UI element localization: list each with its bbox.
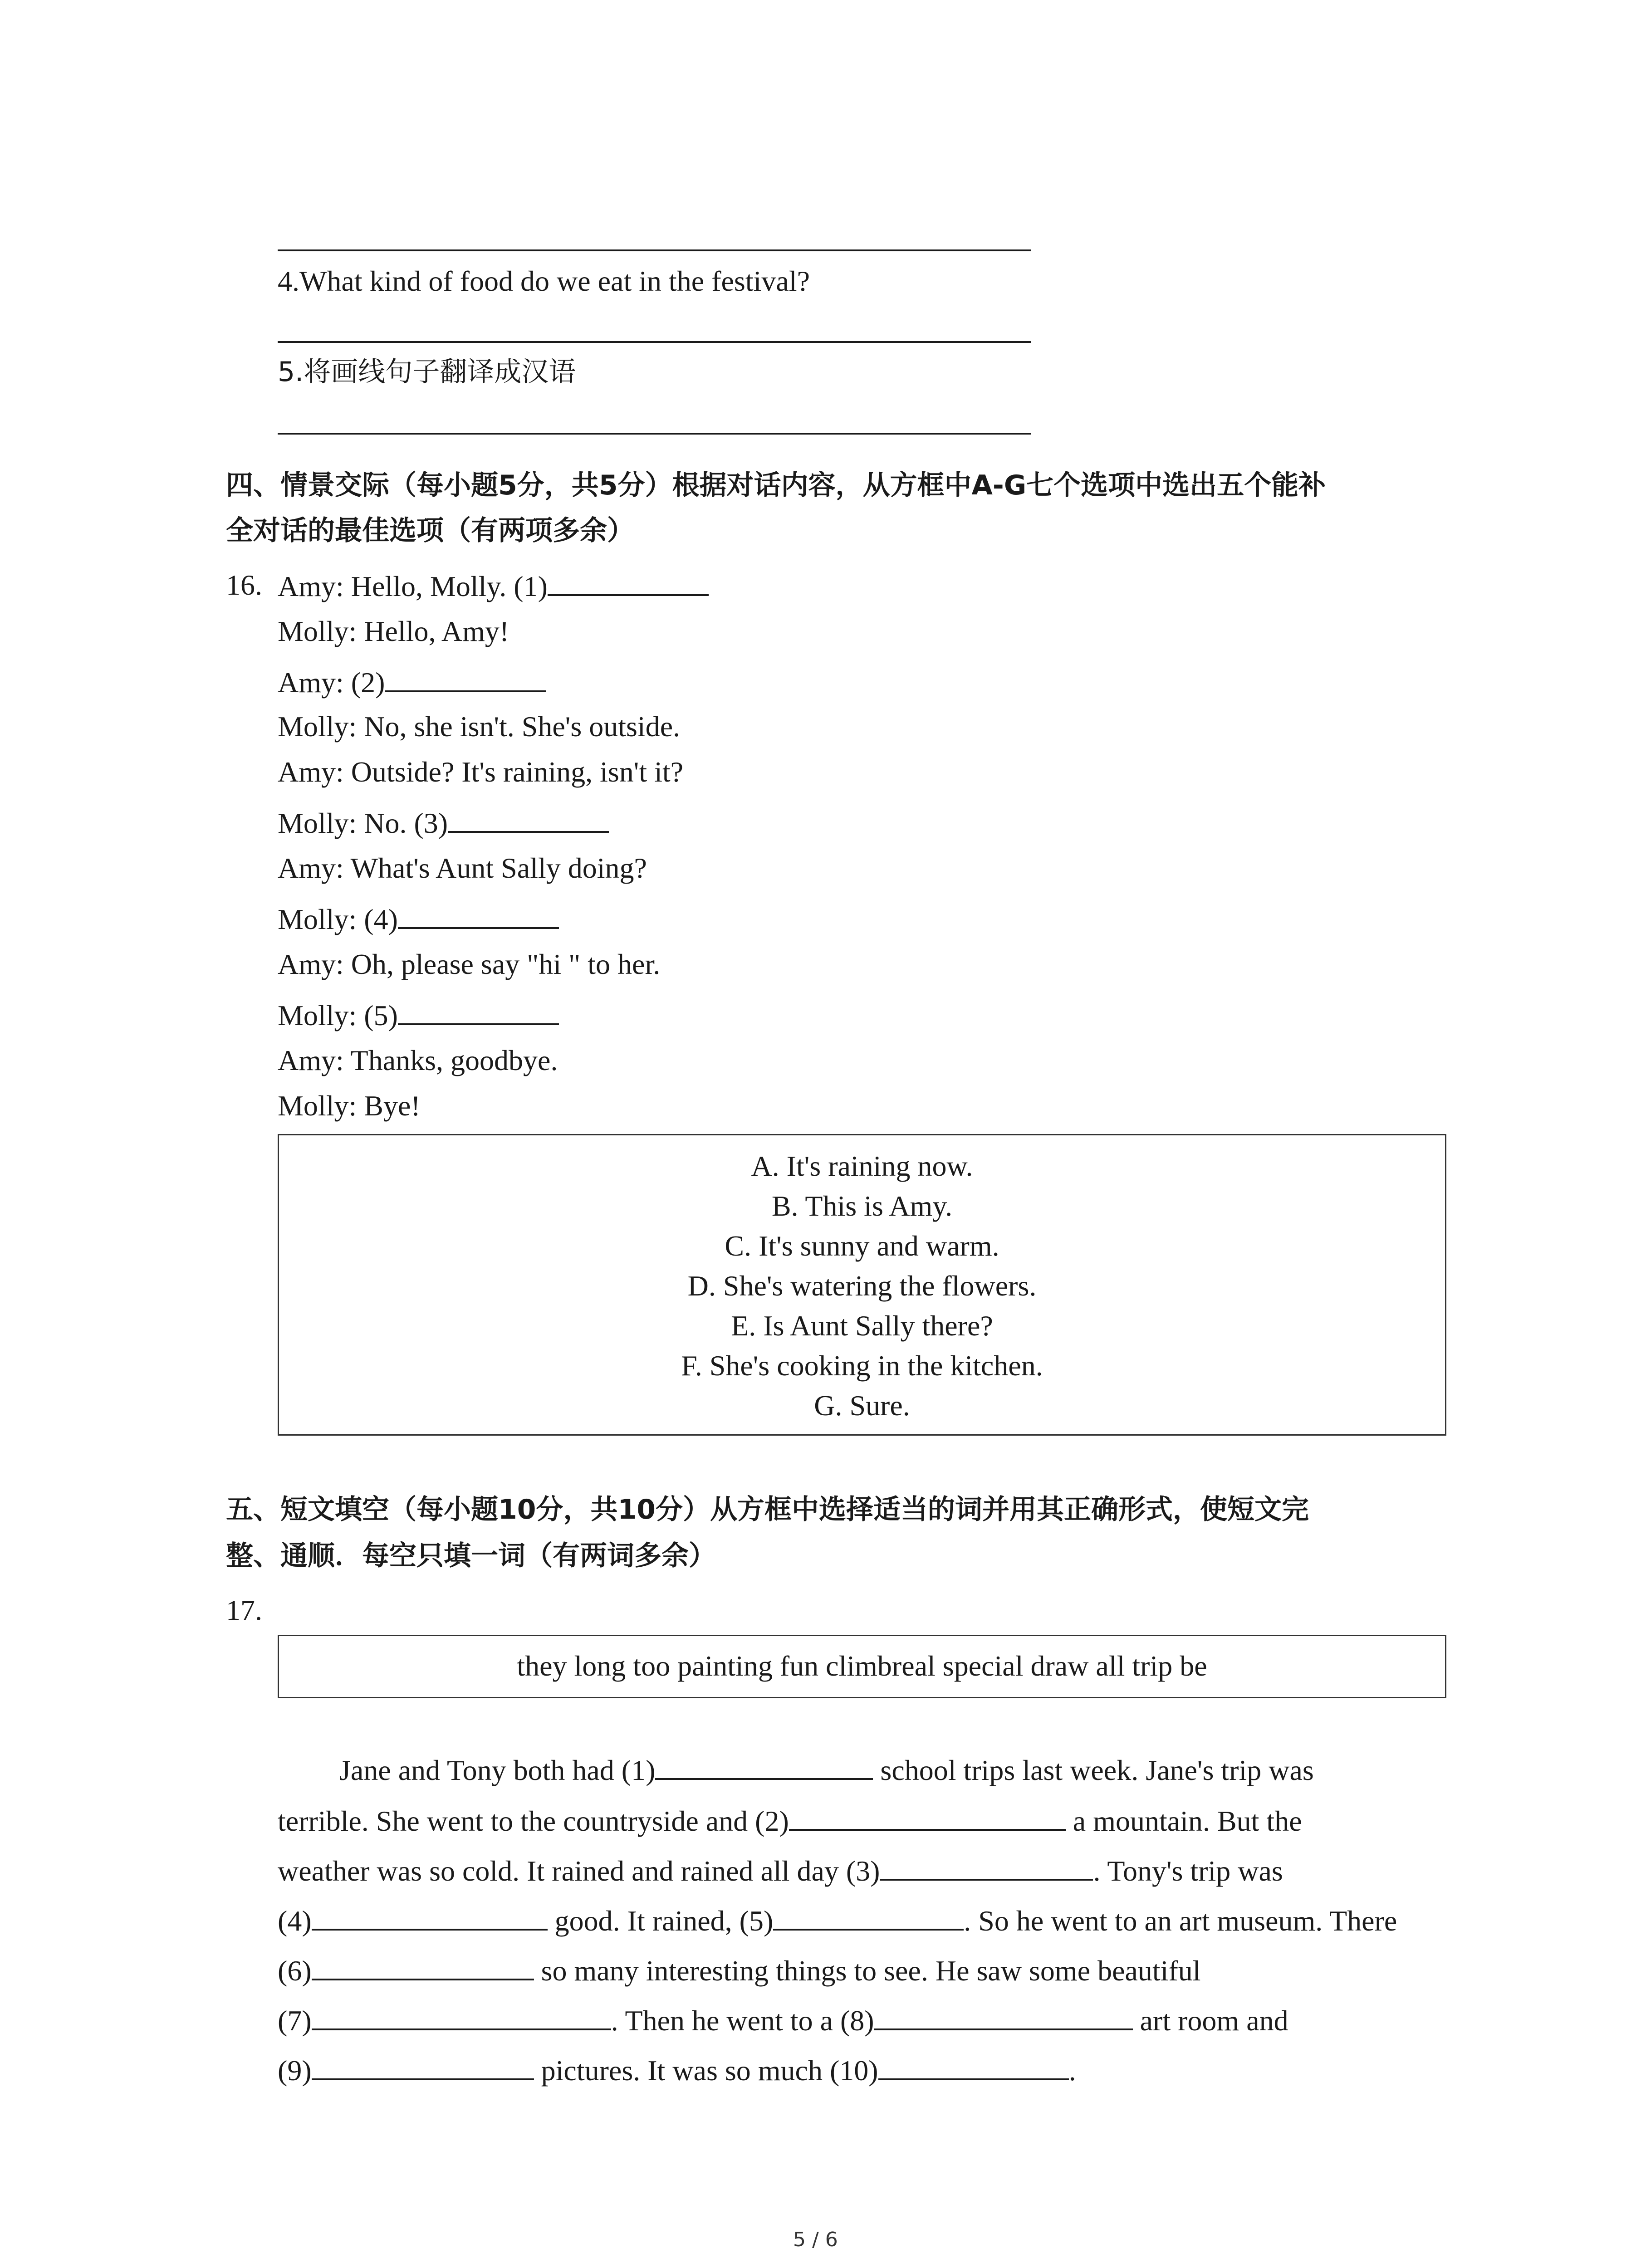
- dialogue-text: Amy: (2): [278, 666, 385, 699]
- passage-line-6: [278, 2001, 1288, 2039]
- dialogue-line-6: [278, 804, 609, 841]
- dialogue-line-12: Molly: Bye!: [278, 1090, 421, 1122]
- passage-text: (9): [278, 2054, 312, 2087]
- blank-3[interactable]: [448, 804, 609, 833]
- dialogue-line-2: Molly: Hello, Amy!: [278, 615, 509, 647]
- blank-p7[interactable]: [312, 2001, 611, 2030]
- passage-line-4: [278, 1901, 1397, 1939]
- blank-4[interactable]: [398, 900, 559, 929]
- option-f: F. She's cooking in the kitchen.: [681, 1349, 1043, 1382]
- blank-p3[interactable]: [880, 1852, 1093, 1881]
- passage-line-2: [278, 1802, 1302, 1839]
- passage-text: .: [1068, 2054, 1076, 2087]
- passage-line-5: [278, 1951, 1201, 1989]
- passage-text: good. It rained, (5): [547, 1905, 774, 1937]
- dialogue-text: Molly: (4): [278, 903, 398, 935]
- passage-line-1: [339, 1751, 1314, 1789]
- blank-5[interactable]: [398, 996, 559, 1025]
- blank-p2[interactable]: [789, 1802, 1066, 1831]
- passage-text: . Tony's trip was: [1093, 1855, 1283, 1887]
- question-17-number: 17.: [226, 1594, 262, 1626]
- option-b: B. This is Amy.: [771, 1190, 953, 1222]
- options-box: [278, 1134, 1446, 1436]
- answer-line-5[interactable]: [278, 433, 1031, 435]
- answer-line-3[interactable]: [278, 249, 1031, 251]
- section-4-heading-line-2: 全对话的最佳选项（有两项多余）: [226, 515, 634, 547]
- blank-p1[interactable]: [655, 1751, 873, 1780]
- section-5-heading-line-2: 整、通顺．每空只填一词（有两词多余）: [226, 1540, 716, 1572]
- dialogue-line-9: Amy: Oh, please say "hi " to her.: [278, 948, 661, 980]
- dialogue-line-3: [278, 663, 546, 701]
- blank-p8[interactable]: [874, 2001, 1133, 2030]
- dialogue-line-10: [278, 996, 559, 1034]
- blank-p9[interactable]: [312, 2051, 534, 2080]
- option-c: C. It's sunny and warm.: [725, 1230, 999, 1262]
- blank-1[interactable]: [548, 567, 709, 596]
- dialogue-line-7: Amy: What's Aunt Sally doing?: [278, 852, 647, 884]
- dialogue-line-4: Molly: No, she isn't. She's outside.: [278, 710, 681, 743]
- passage-text: . So he went to an art museum. There: [964, 1905, 1397, 1937]
- passage-text: (7): [278, 2004, 312, 2037]
- passage-line-3: [278, 1852, 1283, 1889]
- dialogue-line-11: Amy: Thanks, goodbye.: [278, 1044, 558, 1076]
- passage-line-7: [278, 2051, 1076, 2089]
- passage-text: school trips last week. Jane's trip was: [873, 1754, 1314, 1786]
- blank-p5[interactable]: [773, 1901, 964, 1931]
- passage-text: weather was so cold. It rained and rained all day (3): [278, 1855, 880, 1887]
- passage-text: Jane and Tony both had (1): [339, 1754, 656, 1786]
- word-bank-box: [278, 1635, 1446, 1698]
- section-4-heading-line-1: 四、情景交际（每小题5分，共5分）根据对话内容，从方框中A-G七个选项中选出五个能补: [226, 469, 1326, 501]
- word-bank: they long too painting fun climbreal special draw all trip be: [517, 1650, 1207, 1682]
- blank-p6[interactable]: [312, 1951, 534, 1980]
- option-g: G. Sure.: [814, 1389, 910, 1422]
- passage-text: so many interesting things to see. He saw some beautiful: [534, 1955, 1201, 1987]
- passage-text: (4): [278, 1905, 312, 1937]
- dialogue-line-1: [278, 567, 709, 605]
- option-d: D. She's watering the flowers.: [687, 1270, 1037, 1302]
- question-16-number: 16.: [226, 569, 262, 601]
- dialogue-text: Molly: (5): [278, 999, 398, 1031]
- answer-line-4[interactable]: [278, 341, 1031, 343]
- blank-p10[interactable]: [878, 2051, 1069, 2080]
- blank-p4[interactable]: [312, 1901, 548, 1931]
- dialogue-line-8: [278, 900, 559, 938]
- dialogue-text: Molly: No. (3): [278, 807, 448, 839]
- passage-text: pictures. It was so much (10): [534, 2054, 878, 2087]
- passage-text: a mountain. But the: [1065, 1805, 1302, 1837]
- passage-text: (6): [278, 1955, 312, 1987]
- option-e: E. Is Aunt Sally there?: [731, 1310, 993, 1342]
- blank-2[interactable]: [385, 663, 546, 692]
- section-5-heading-line-1: 五、短文填空（每小题10分，共10分）从方框中选择适当的词并用其正确形式，使短文完: [226, 1494, 1309, 1525]
- passage-text: terrible. She went to the countryside and (2): [278, 1805, 789, 1837]
- dialogue-line-5: Amy: Outside? It's raining, isn't it?: [278, 756, 684, 788]
- passage-text: . Then he went to a (8): [611, 2004, 874, 2037]
- dialogue-text: Amy: Hello, Molly. (1): [278, 570, 548, 602]
- option-a: A. It's raining now.: [751, 1150, 973, 1182]
- question-4: 4.What kind of food do we eat in the festival?: [278, 265, 810, 297]
- question-5: 5.将画线句子翻译成汉语: [278, 356, 576, 388]
- passage-text: art room and: [1132, 2004, 1288, 2037]
- page-number: 5 / 6: [793, 2228, 838, 2251]
